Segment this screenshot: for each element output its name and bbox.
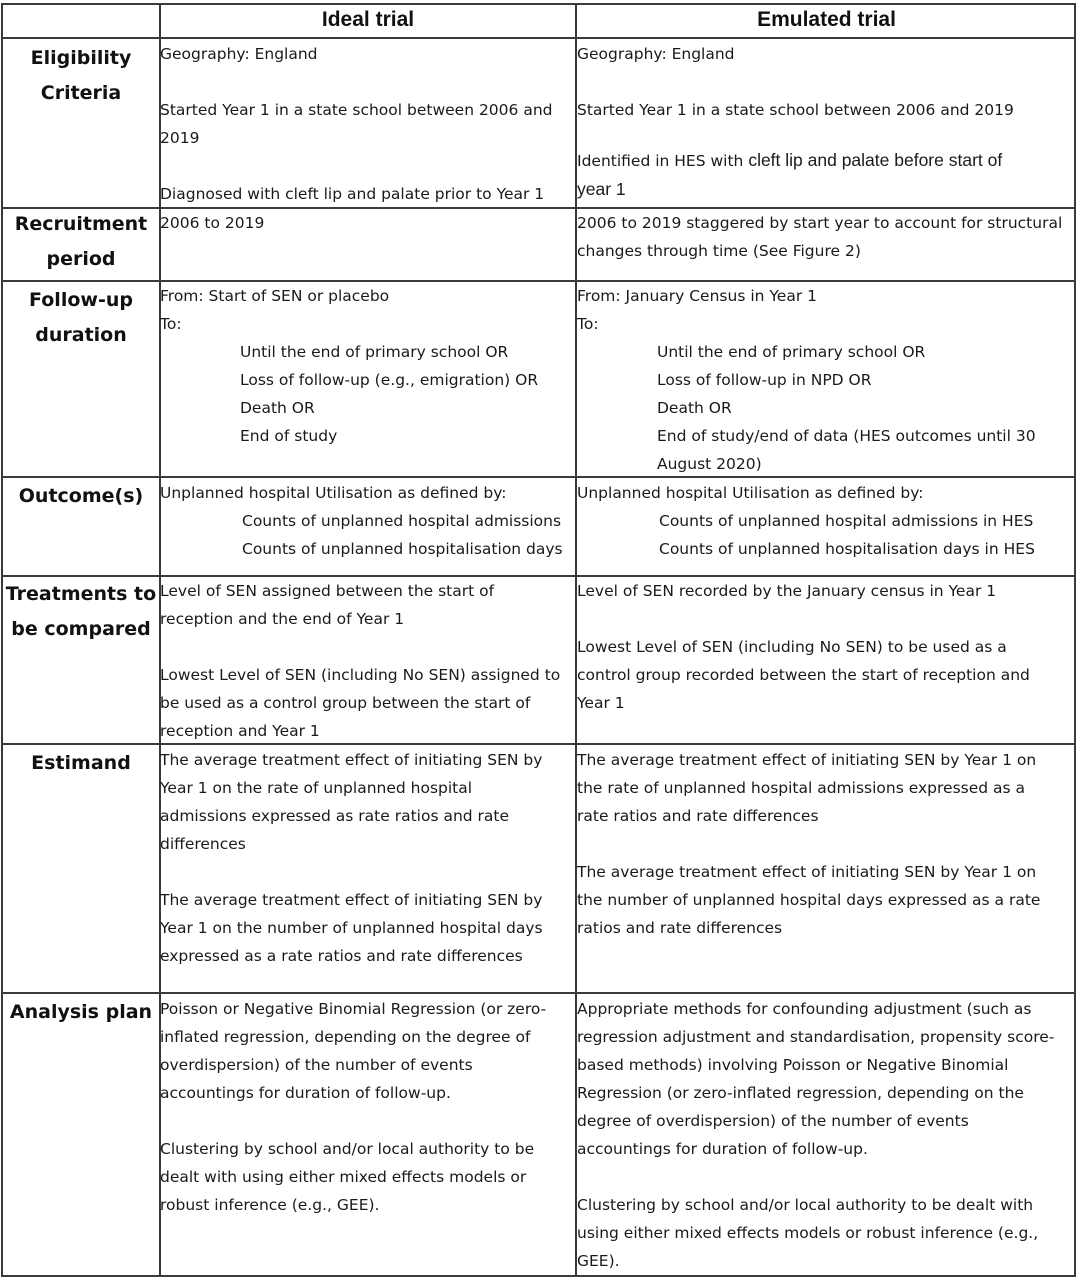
text-line: Appropriate methods for confounding adjustment (such as regression adjustment and standardisation, propensity score- based methods) involving Poisson or Negative Binomial Regression (or zero-inflated regression, depending on the degree of overdispersion) of the number of events accountings for duration of follow-up.	[577, 1000, 1055, 1158]
ideal-eligibility	[160, 40, 574, 208]
text-line: 2006 to 2019 staggered by start year to account for structural changes through time (See Figure 2)	[577, 214, 1063, 260]
text-line: Geography: England	[160, 45, 318, 63]
text-line: Level of SEN assigned between the start of reception and the end of Year 1	[160, 582, 495, 628]
row-label-outcomes: Outcome(s)	[18, 485, 144, 507]
text-line: Loss of follow-up (e.g., emigration) OR	[240, 371, 539, 389]
text-line: Death OR	[657, 399, 732, 417]
text-line: Lowest Level of SEN (including No SEN) assigned to be used as a control group between the start of reception and Year 1	[160, 666, 561, 740]
text-line: The average treatment effect of initiating SEN by Year 1 on the number of unplanned hospital days expressed as a rate ratios and rate differences	[160, 891, 543, 965]
emulated-outcomes	[577, 479, 1075, 563]
text-line: Unplanned hospital Utilisation as defined by:	[577, 484, 924, 502]
text-line: From: January Census in Year 1	[577, 287, 817, 305]
text-line: The average treatment effect of initiating SEN by Year 1 on the rate of unplanned hospital admissions expressed as a rate ratios and rate differences	[577, 751, 1037, 825]
row-label-analysis: Analysis plan	[9, 1001, 153, 1023]
emulated-eligibility	[577, 40, 1075, 204]
emulated-analysis	[577, 995, 1075, 1275]
row-label-treatments: Treatments to be compared	[5, 583, 157, 640]
text-line: The average treatment effect of initiating SEN by Year 1 on the rate of unplanned hospital admissions expressed as rate ratios and rate differences	[160, 751, 543, 853]
text-line: End of study/end of data (HES outcomes until 30 August 2020)	[657, 427, 1036, 473]
text-line: Poisson or Negative Binomial Regression (or zero- inflated regression, depending on the degree of overdispersion) of the number of events accountings for duration of follow-up.	[160, 1000, 547, 1102]
emulated-recruitment	[577, 209, 1075, 265]
text-line: Counts of unplanned hospital admissions in HES	[659, 512, 1034, 530]
row-label-recruitment: Recruitment period	[14, 213, 148, 270]
ideal-recruitment	[160, 209, 574, 237]
text-line: Unplanned hospital Utilisation as defined by:	[160, 484, 507, 502]
text-fragment: cleft lip and palate before start of year 1	[577, 150, 1003, 199]
text-fragment: Identified in HES with	[577, 152, 749, 170]
ideal-analysis	[160, 995, 574, 1219]
text-line: Loss of follow-up in NPD OR	[657, 371, 872, 389]
text-line: Lowest Level of SEN (including No SEN) to be used as a control group recorded between the start of reception and Year 1	[577, 638, 1030, 712]
text-line: Until the end of primary school OR	[657, 343, 926, 361]
text-line: Clustering by school and/or local authority to be dealt with using either mixed effects models or robust inference (e.g., GEE).	[160, 1140, 535, 1214]
text-line: Diagnosed with cleft lip and palate prior to Year 1	[160, 185, 545, 203]
text-line: Started Year 1 in a state school between 2006 and 2019	[577, 101, 1014, 119]
ideal-treatments	[160, 577, 574, 745]
text-line: Level of SEN recorded by the January census in Year 1	[577, 582, 997, 600]
text-line: To:	[577, 315, 599, 333]
header-emulated-trial: Emulated trial	[757, 8, 896, 31]
row-label-eligibility: Eligibility Criteria	[30, 47, 132, 104]
text-line: Until the end of primary school OR	[240, 343, 509, 361]
row-label-estimand: Estimand	[31, 752, 131, 774]
emulated-estimand	[577, 746, 1075, 942]
ideal-followup	[160, 282, 574, 450]
header-ideal-trial: Ideal trial	[321, 8, 415, 31]
text-line: To:	[160, 315, 182, 333]
row-divider	[1, 992, 1076, 994]
text-line: Death OR	[240, 399, 315, 417]
text-line	[577, 146, 1075, 204]
text-line: Counts of unplanned hospital admissions	[242, 512, 562, 530]
text-line: Counts of unplanned hospitalisation days in HES	[659, 540, 1035, 558]
emulated-followup	[577, 282, 1075, 478]
text-line: From: Start of SEN or placebo	[160, 287, 390, 305]
text-line: The average treatment effect of initiating SEN by Year 1 on the number of unplanned hospital days expressed as a rate ratios and rate differences	[577, 863, 1041, 937]
ideal-estimand	[160, 746, 574, 970]
row-divider	[1, 37, 1076, 39]
text-line: Counts of unplanned hospitalisation days	[242, 540, 563, 558]
text-line: Started Year 1 in a state school between 2006 and 2019	[160, 101, 553, 147]
row-label-followup: Follow-up duration	[29, 289, 133, 346]
text-line: Geography: England	[577, 45, 735, 63]
text-line: 2006 to 2019	[160, 214, 265, 232]
emulated-treatments	[577, 577, 1075, 717]
text-line: End of study	[240, 427, 338, 445]
text-line: Clustering by school and/or local authority to be dealt with using either mixed effects models or robust inference (e.g., GEE).	[577, 1196, 1039, 1270]
ideal-outcomes	[160, 479, 574, 563]
